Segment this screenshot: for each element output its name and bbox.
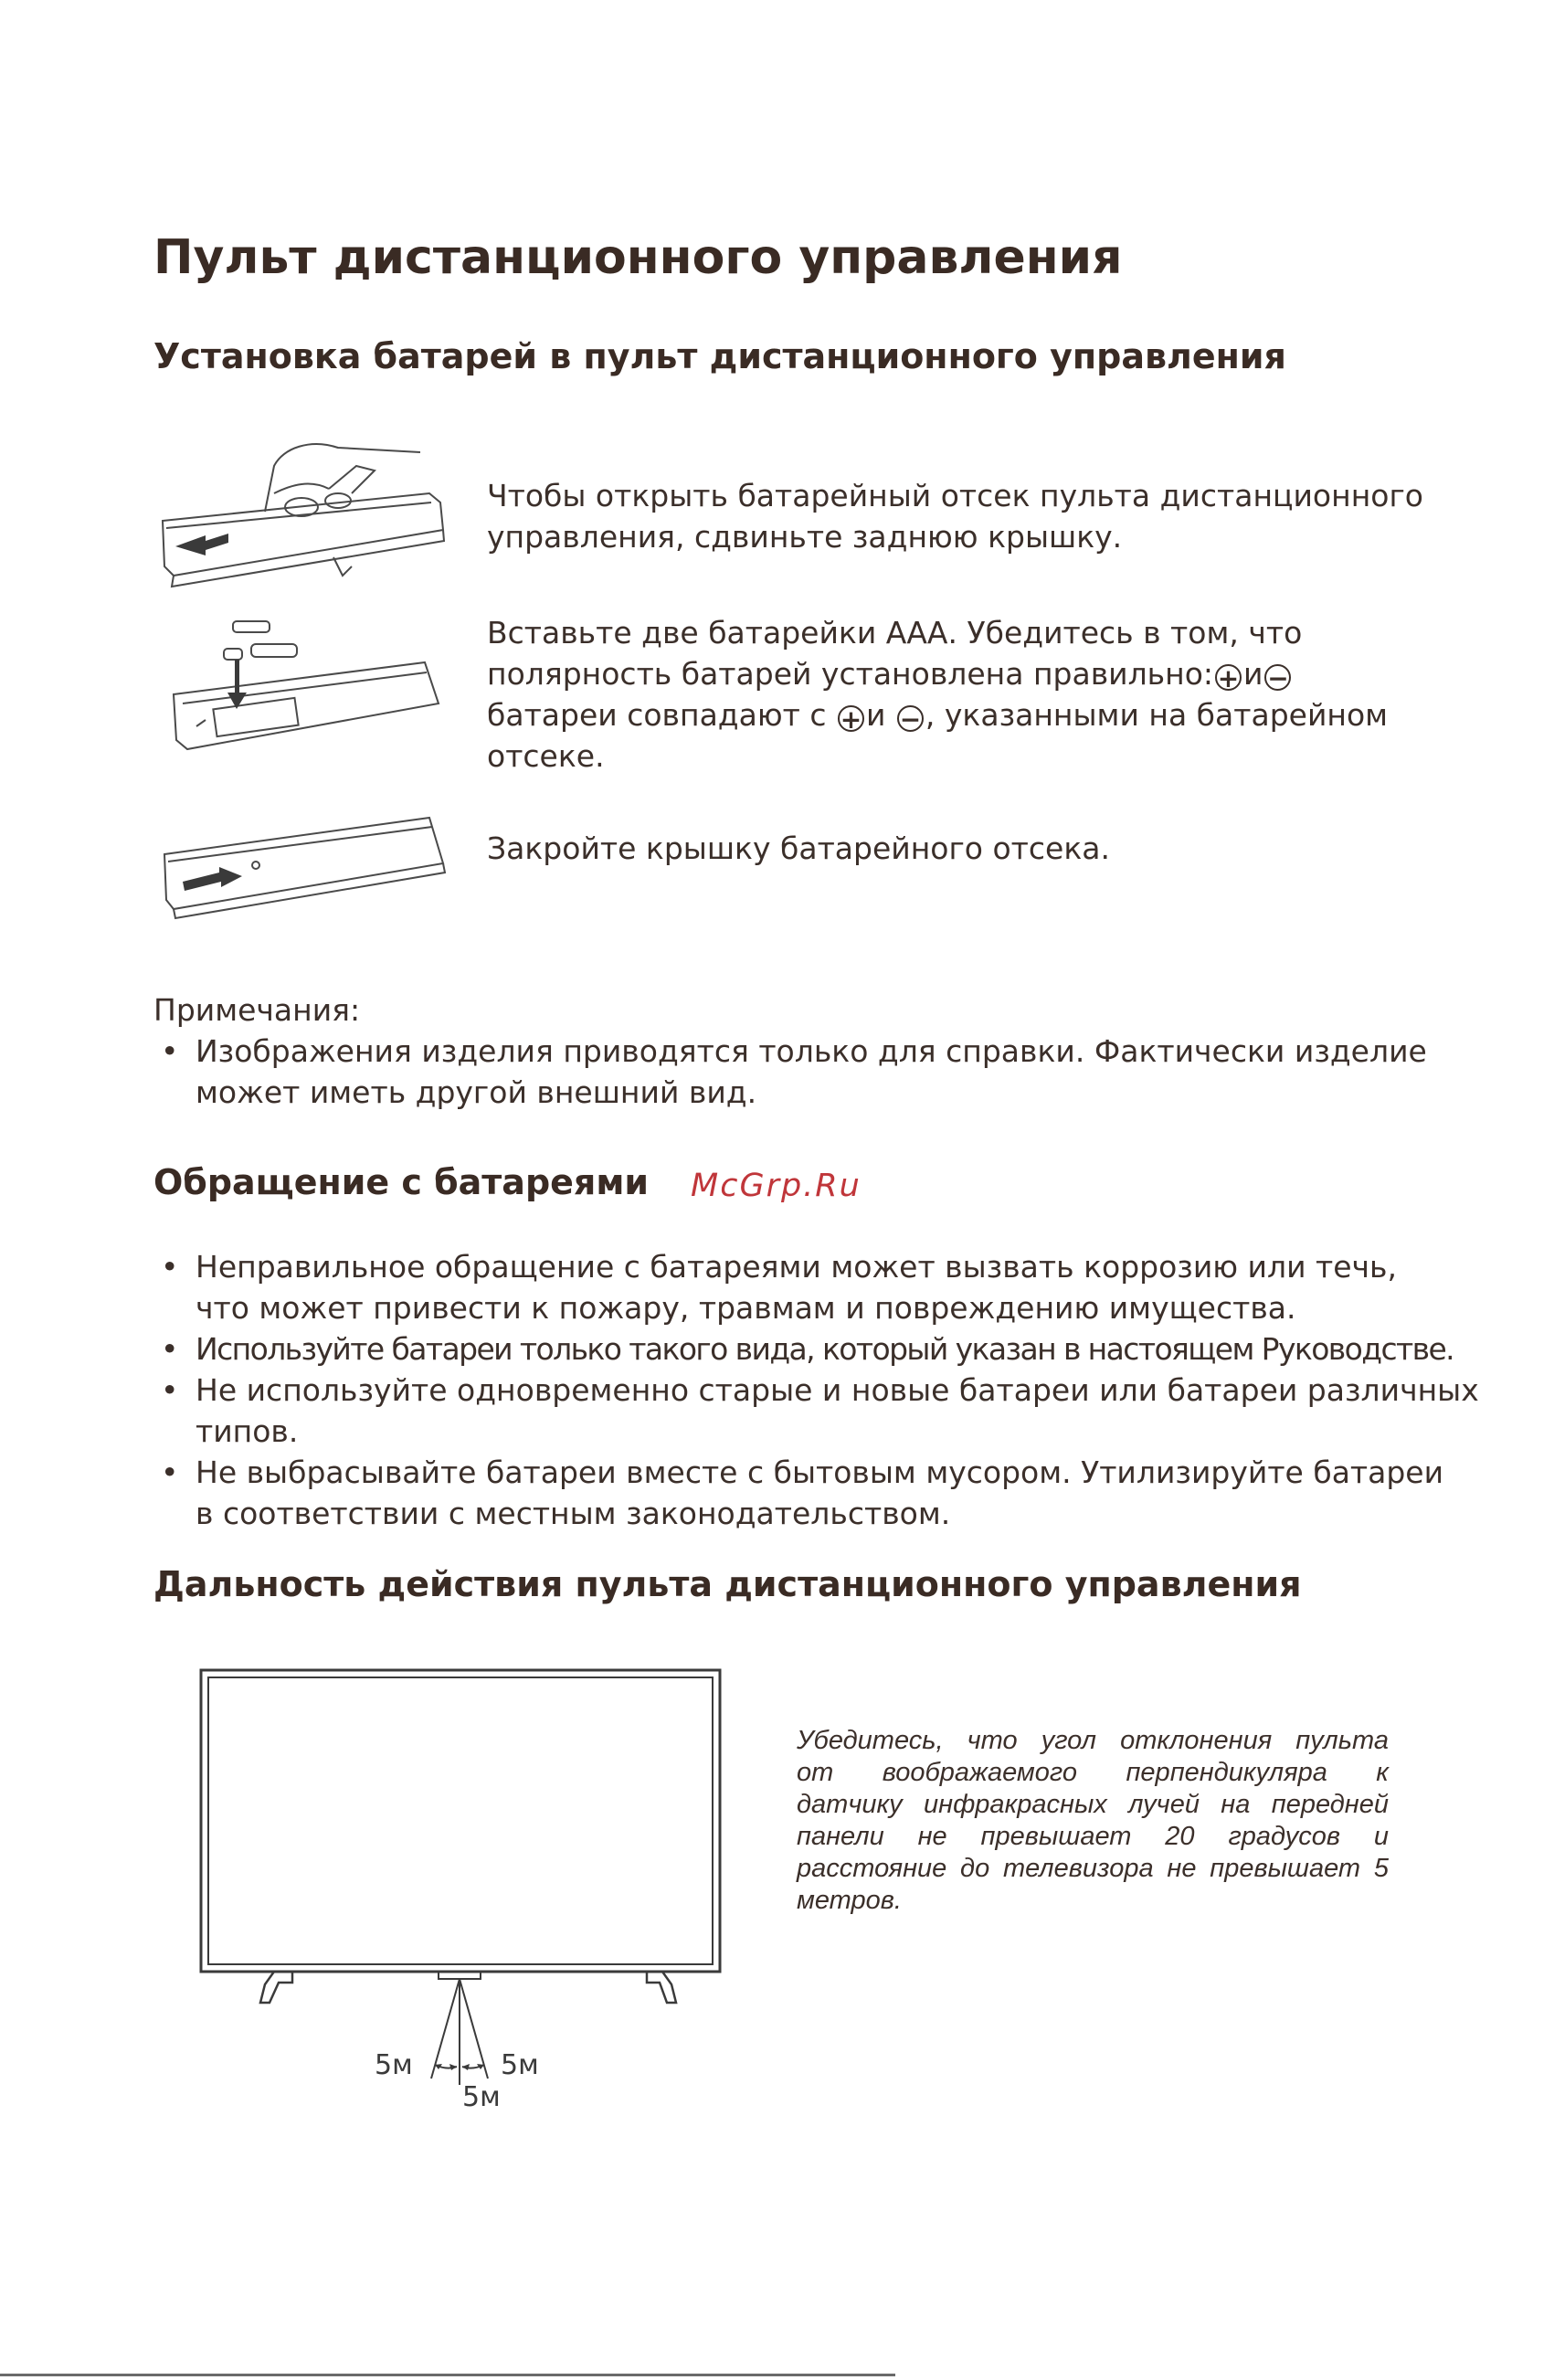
section-heading-remote-range: Дальность действия пульта дистанционного управления [153, 1564, 1302, 1604]
range-note-line: Убедитесь, что угол отклонения пульта [797, 1726, 1389, 1755]
list-item [153, 1328, 1479, 1370]
step2-text [487, 612, 1388, 777]
step1-line: управления, сдвиньте заднюю крышку. [487, 519, 1123, 555]
distance-left-label: 5м [375, 2049, 413, 2081]
step2-compartment-text: , указанными на батарейном [925, 697, 1389, 733]
section-heading-battery-handling: Обращение с батареями [153, 1162, 650, 1202]
list-item-line: • Используйте батареи только такого вида, который указан в настоящем Руководстве. [196, 1331, 1454, 1367]
step2-polarity-text: полярность батарей установлена правильно: [487, 656, 1214, 692]
plus-icon: + [838, 705, 864, 732]
notes-label-text: Примечания: [153, 992, 361, 1028]
and-text: и [1243, 656, 1263, 692]
section-heading-battery-install: Установка батарей в пульт дистанционного управления [153, 336, 1286, 376]
handling-list [153, 1246, 1479, 1534]
range-note [797, 1725, 1389, 1917]
range-note-line: от воображаемого перпендикуляра к [797, 1758, 1389, 1787]
list-item-line: • Не используйте одновременно старые и новые батареи или батареи различных [196, 1372, 1479, 1408]
illustration-close-cover [155, 809, 457, 927]
illustration-open-cover [155, 439, 457, 594]
range-note-line: датчику инфракрасных лучей на передней [797, 1790, 1389, 1819]
minus-icon: − [1264, 664, 1291, 691]
notes-list [153, 1031, 1427, 1113]
and-text: и [865, 697, 886, 733]
illustration-insert-batteries [160, 612, 452, 767]
watermark-text: McGrp.Ru [691, 1168, 862, 1204]
list-item [153, 1246, 1479, 1328]
list-item [153, 1031, 1427, 1113]
list-item-line: в соответствии с местным законодательством. [196, 1496, 951, 1531]
step1-line: Чтобы открыть батарейный отсек пульта дистанционного [487, 478, 1423, 513]
step1-text [487, 475, 1423, 557]
notes-label [153, 989, 360, 1031]
step3-line: Закройте крышку батарейного отсека. [487, 830, 1110, 866]
range-note-line: расстояние до телевизора не превышает 5 [797, 1854, 1389, 1883]
step3-text [487, 828, 1110, 869]
list-item-line: • Неправильное обращение с батареями может вызвать коррозию или течь, [196, 1249, 1397, 1285]
plus-icon: + [1215, 664, 1242, 691]
minus-icon: − [897, 705, 924, 732]
range-note-line: панели не превышает 20 градусов и [797, 1822, 1389, 1851]
distance-right-label: 5м [501, 2049, 539, 2081]
list-item-line: • Изображения изделия приводятся только для справки. Фактически изделие [196, 1033, 1427, 1069]
page-title: Пульт дистанционного управления [153, 230, 1123, 285]
list-item [153, 1370, 1479, 1452]
list-item [153, 1452, 1479, 1534]
step2-line: отсеке. [487, 738, 605, 774]
step2-line: Вставьте две батарейки ААА. Убедитесь в том, что [487, 615, 1303, 651]
list-item-line: может иметь другой внешний вид. [196, 1074, 757, 1110]
list-item-line: что может привести к пожару, травмам и повреждению имущества. [196, 1290, 1296, 1326]
step2-line [487, 653, 1388, 694]
tv-range-diagram [192, 1663, 740, 2120]
bottom-divider [0, 2374, 895, 2376]
list-item-line: типов. [196, 1413, 299, 1449]
distance-center-label: 5м [462, 2081, 501, 2113]
step2-match-text: батареи совпадают с [487, 697, 827, 733]
list-item-line: • Не выбрасывайте батареи вместе с бытовым мусором. Утилизируйте батареи [196, 1454, 1444, 1490]
step2-line [487, 694, 1388, 735]
range-note-line: метров. [797, 1886, 902, 1915]
